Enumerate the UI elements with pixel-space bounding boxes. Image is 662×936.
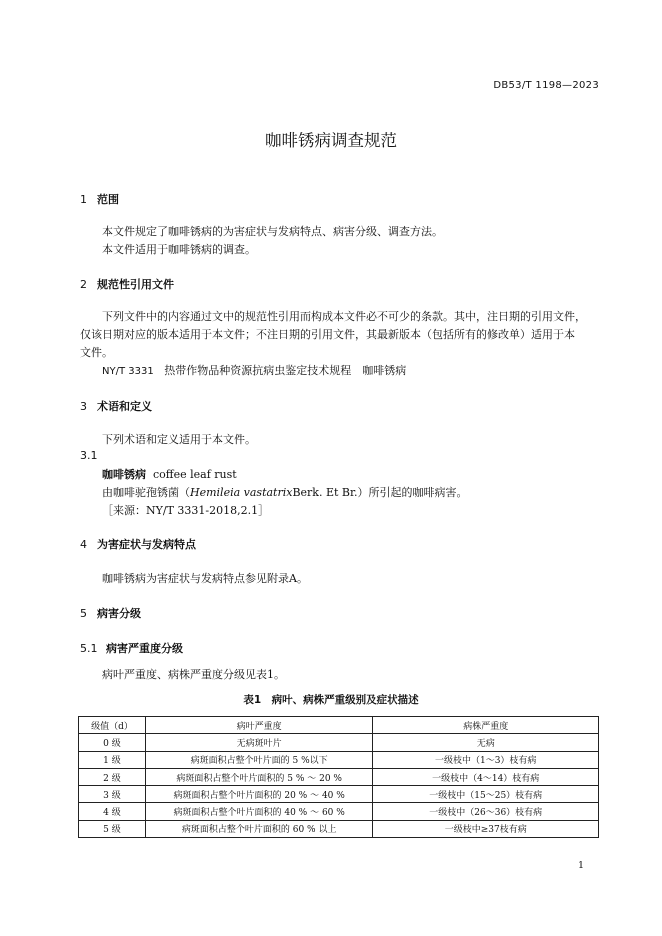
section-2-heading: [80, 276, 174, 292]
paragraph: 本文件适用于咖啡锈病的调查。: [102, 243, 256, 256]
cell-leaf-severity: 病斑面积占整个叶片面积的 40 % ～ 60 %: [145, 803, 373, 820]
paragraph-line: 仅该日期对应的版本适用于本文件；不注日期的引用文件，其最新版本（包括所有的修改单）适用于本: [80, 328, 575, 341]
page-number: 1: [577, 860, 584, 871]
table-row: [79, 820, 599, 837]
section-4-heading: [80, 536, 196, 552]
cell-leaf-severity: 病斑面积占整个叶片面积的 60 % 以上: [145, 820, 373, 837]
cell-grade: 0 级: [79, 734, 146, 751]
paragraph-line: 下列文件中的内容通过文中的规范性引用而构成本文件必不可少的条款。其中，注日期的引用文件，: [102, 310, 586, 323]
section-1-heading: [80, 191, 119, 207]
section-3-heading: [80, 398, 152, 414]
species-author: Berk. Et Br.: [292, 486, 358, 499]
term-definition: [102, 484, 468, 500]
cell-grade: 5 级: [79, 820, 146, 837]
section-title: 术语和定义: [97, 400, 152, 413]
normative-reference: [102, 362, 406, 378]
document-title: 咖啡锈病调查规范: [265, 131, 397, 150]
cell-grade: 2 级: [79, 768, 146, 785]
term-entry: [102, 466, 237, 482]
term-source: ［来源：NY/T 3331-2018,2.1］: [102, 504, 270, 517]
section-title: 范围: [97, 193, 119, 206]
cell-plant-severity: 无病: [373, 734, 599, 751]
cell-plant-severity: 一级枝中（26～36）枝有病: [373, 803, 599, 820]
cell-leaf-severity: 无病斑叶片: [145, 734, 373, 751]
cell-plant-severity: 一级枝中≥37枝有病: [373, 820, 599, 837]
paragraph-line: 文件。: [80, 346, 113, 359]
cell-grade: 1 级: [79, 751, 146, 768]
section-number: 5: [80, 607, 87, 620]
header-leaf-severity: 病叶严重度: [145, 717, 373, 734]
definition-prefix: 由咖啡驼孢锈菌（: [102, 486, 190, 499]
section-number: 1: [80, 193, 87, 206]
cell-leaf-severity: 病斑面积占整个叶片面积的 5 % ～ 20 %: [145, 768, 373, 785]
subsection-5-1-heading: [80, 640, 183, 656]
header-grade: 级值（d）: [79, 717, 146, 734]
table-row: [79, 803, 599, 820]
paragraph: 咖啡锈病为害症状与发病特点参见附录A。: [102, 572, 308, 585]
term-chinese: 咖啡锈病: [102, 468, 146, 481]
standard-code: DB53/T 1198—2023: [493, 80, 599, 91]
reference-code: NY/T 3331: [102, 366, 154, 377]
table-row: [79, 786, 599, 803]
paragraph: 本文件规定了咖啡锈病的为害症状与发病特点、病害分级、调查方法。: [102, 225, 443, 238]
species-name: Hemileia vastatrix: [190, 486, 293, 499]
cell-plant-severity: 一级枝中（4～14）枝有病: [373, 768, 599, 785]
table-row: [79, 768, 599, 785]
section-title: 规范性引用文件: [97, 278, 174, 291]
cell-plant-severity: 一级枝中（15～25）枝有病: [373, 786, 599, 803]
section-number: 3: [80, 400, 87, 413]
term-number: 3.1: [80, 449, 98, 462]
cell-plant-severity: 一级枝中（1～3）枝有病: [373, 751, 599, 768]
table-row: [79, 751, 599, 768]
header-plant-severity: 病株严重度: [373, 717, 599, 734]
severity-table: [78, 716, 599, 838]
cell-grade: 4 级: [79, 803, 146, 820]
subsection-title: 病害严重度分级: [106, 642, 183, 655]
section-number: 2: [80, 278, 87, 291]
reference-title: 热带作物品种资源抗病虫鉴定技术规程 咖啡锈病: [164, 364, 407, 377]
paragraph: 下列术语和定义适用于本文件。: [102, 433, 256, 446]
paragraph: 病叶严重度、病株严重度分级见表1。: [102, 668, 285, 681]
cell-grade: 3 级: [79, 786, 146, 803]
subsection-number: 5.1: [80, 642, 98, 655]
term-english: coffee leaf rust: [153, 468, 237, 481]
section-title: 病害分级: [97, 607, 141, 620]
cell-leaf-severity: 病斑面积占整个叶片面的 5 %以下: [145, 751, 373, 768]
table-header-row: [79, 717, 599, 734]
definition-suffix: ）所引起的咖啡病害。: [357, 486, 468, 499]
section-number: 4: [80, 538, 87, 551]
cell-leaf-severity: 病斑面积占整个叶片面积的 20 % ～ 40 %: [145, 786, 373, 803]
section-5-heading: [80, 605, 141, 621]
table-caption: 表1 病叶、病株严重级别及症状描述: [243, 694, 419, 706]
table-row: [79, 734, 599, 751]
section-title: 为害症状与发病特点: [97, 538, 196, 551]
